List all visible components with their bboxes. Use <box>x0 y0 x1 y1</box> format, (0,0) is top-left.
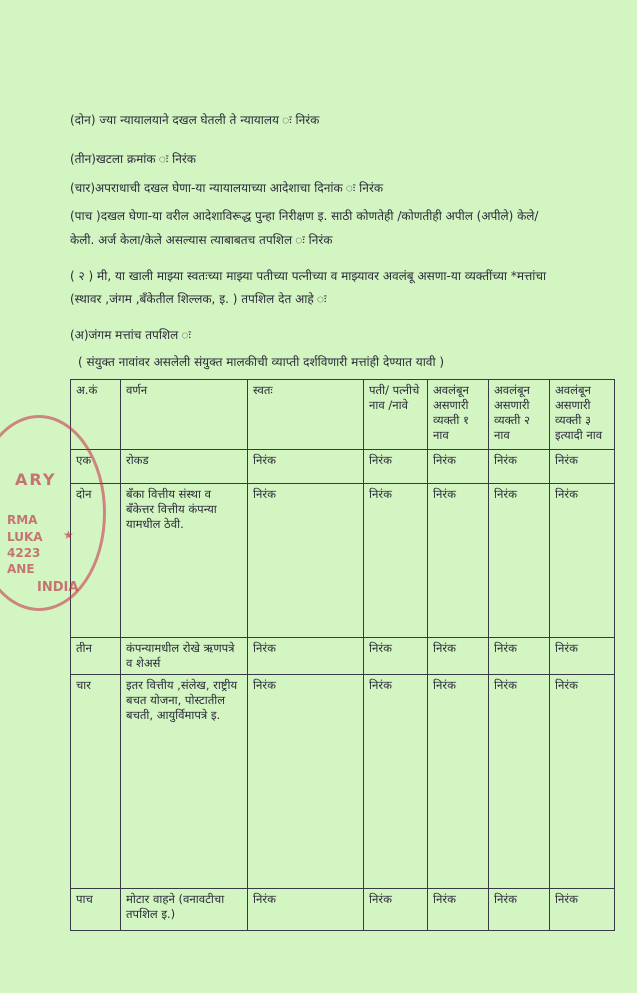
header-self: स्वतः <box>248 380 364 450</box>
court-line: (दोन) ज्या न्यायालयाने दखल घेतली ते न्यायालय ः निरंक <box>70 113 320 127</box>
row-dependent2-value: निरंक <box>489 675 550 889</box>
appeal-line: (पाच )दखल घेणा-या वरील आदेशाविरूद्ध पुन्हा निरीक्षण इ. साठी कोणतेही /कोणतीही अपील (अपीले) केले/ <box>70 209 539 223</box>
row-spouse-value: निरंक <box>364 450 428 484</box>
row-self-value: निरंक <box>248 450 364 484</box>
row-dependent2-value: निरंक <box>489 889 550 931</box>
joint-ownership-note: ( संयुक्त नावांवर असलेली संयुक्त मालकीची व्याप्ती दर्शविणारी मत्तांही देण्यात यावी ) <box>78 355 445 369</box>
row-description: इतर वित्तीय ,संलेख, राष्ट्रीय बचत योजना, पोस्टातील बचती, आयुर्विमापत्रे इ. <box>121 675 248 889</box>
order-date-line: (चार)अपराधाची दखल घेणा-या न्यायालयाच्या आदेशाचा दिनांक ः निरंक <box>70 181 384 195</box>
stamp-text: INDIA <box>37 580 79 595</box>
header-dependent-1: अवलंबून असणारी व्यक्ती १ नाव <box>428 380 489 450</box>
appeal-line-cont: केली. अर्ज केला/केले असल्यास त्याबाबतच तपशिल ः निरंक <box>70 233 333 247</box>
stamp-text: ANE <box>7 562 35 576</box>
table-row <box>71 638 615 675</box>
row-spouse-value: निरंक <box>364 889 428 931</box>
header-spouse: पती/ पत्नीचे नाव /नावे <box>364 380 428 450</box>
row-dependent1-value: निरंक <box>428 638 489 675</box>
declaration-line-cont: (स्थावर ,जंगम ,बँकेतील शिल्लक, इ. ) तपशिल देत आहे ः <box>70 292 327 306</box>
row-spouse-value: निरंक <box>364 638 428 675</box>
row-serial: एक <box>71 450 121 484</box>
movable-assets-heading: (अ)जंगम मत्तांच तपशिल ः <box>70 328 191 342</box>
stamp-text: ARY <box>15 470 57 489</box>
header-serial: अ.कं <box>71 380 121 450</box>
row-dependent1-value: निरंक <box>428 484 489 638</box>
row-dependent1-value: निरंक <box>428 889 489 931</box>
row-description: बँका वित्तीय संस्था व बँकेत्तर वित्तीय कंपन्या यामधील ठेवी. <box>121 484 248 638</box>
row-dependent1-value: निरंक <box>428 450 489 484</box>
header-dependent-2: अवलंबून असणारी व्यक्ती २ नाव <box>489 380 550 450</box>
table-row <box>71 675 615 889</box>
row-spouse-value: निरंक <box>364 484 428 638</box>
stamp-text: 4223 <box>7 546 41 560</box>
star-icon: ★ <box>63 528 74 542</box>
row-dependent3-value: निरंक <box>550 889 615 931</box>
header-description: वर्णन <box>121 380 248 450</box>
row-dependent3-value: निरंक <box>550 450 615 484</box>
row-dependent2-value: निरंक <box>489 484 550 638</box>
stamp-text: LUKA <box>7 530 43 544</box>
row-self-value: निरंक <box>248 889 364 931</box>
table-row <box>71 484 615 638</box>
row-dependent3-value: निरंक <box>550 484 615 638</box>
row-serial: दोन <box>71 484 121 638</box>
row-serial: पाच <box>71 889 121 931</box>
row-dependent2-value: निरंक <box>489 450 550 484</box>
row-dependent2-value: निरंक <box>489 638 550 675</box>
row-description: मोटार वाहने (वनावटीचा तपशिल इ.) <box>121 889 248 931</box>
row-serial: चार <box>71 675 121 889</box>
table-row <box>71 450 615 484</box>
row-dependent3-value: निरंक <box>550 638 615 675</box>
row-description: कंपन्यामधील रोखे ऋणपत्रे व शेअर्स <box>121 638 248 675</box>
case-number-line: (तीन)खटला क्रमांक ः निरंक <box>70 152 196 166</box>
row-self-value: निरंक <box>248 675 364 889</box>
row-description: रोकड <box>121 450 248 484</box>
row-dependent3-value: निरंक <box>550 675 615 889</box>
stamp-text: RMA <box>7 513 38 527</box>
row-self-value: निरंक <box>248 638 364 675</box>
table-header-row <box>71 380 615 450</box>
movable-assets-table <box>70 379 615 931</box>
declaration-line: ( २ ) मी, या खाली माझ्या स्वतःच्या माझ्या पतीच्या पत्नीच्या व माझ्यावर अवलंबू असणा-या व्यक्तींच्या *मत्तांचा <box>70 269 547 283</box>
row-dependent1-value: निरंक <box>428 675 489 889</box>
row-self-value: निरंक <box>248 484 364 638</box>
header-dependent-3: अवलंबून असणारी व्यक्ती ३ इत्यादी नाव <box>550 380 615 450</box>
row-serial: तीन <box>71 638 121 675</box>
table-row <box>71 889 615 931</box>
row-spouse-value: निरंक <box>364 675 428 889</box>
